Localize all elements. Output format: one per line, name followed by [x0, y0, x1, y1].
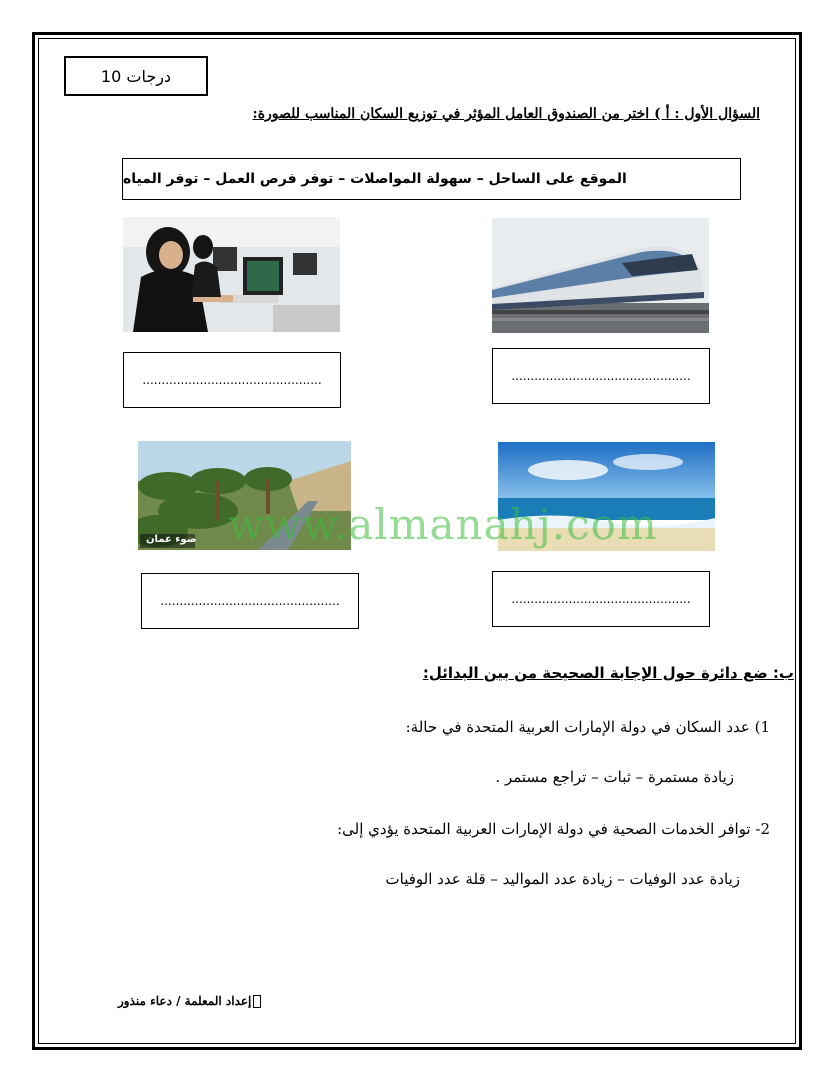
watermark: www.almanahj.com: [228, 500, 658, 549]
answer-box-2[interactable]: [492, 348, 710, 404]
footer-text: إعداد المعلمة / دعاء منذور: [118, 994, 252, 1008]
grade-box: [64, 56, 208, 96]
footer-box-icon: [253, 995, 261, 1008]
question-b2-choices[interactable]: زيادة عدد الوفيات – زيادة عدد المواليد – قلة عدد الوفيات: [385, 870, 740, 888]
answer-box-4[interactable]: [492, 571, 710, 627]
section-b-title: ب: ضع دائرة حول الإجابة الصحيحة من بين البدائل:: [422, 664, 794, 682]
answer-placeholder: ...............................................: [160, 594, 340, 608]
options-box: [122, 158, 741, 200]
oasis-photo-caption: ضوء عمان: [146, 534, 197, 545]
answer-box-3[interactable]: [141, 573, 359, 629]
answer-placeholder: ...............................................: [511, 369, 691, 383]
footer-author: [118, 994, 261, 1008]
question-b1: 1) عدد السكان في دولة الإمارات العربية المتحدة في حالة:: [405, 718, 770, 736]
answer-placeholder: ...............................................: [142, 373, 322, 387]
question-b1-choices[interactable]: زيادة مستمرة – ثبات – تراجع مستمر .: [495, 768, 734, 786]
options-text: الموقع على الساحل – سهولة المواصلات – توفر فرص العمل – توفر المياه: [123, 171, 627, 187]
question-b2: 2- توافر الخدمات الصحية في دولة الإمارات العربية المتحدة يؤدي إلى:: [337, 820, 770, 838]
answer-placeholder: ...............................................: [511, 592, 691, 606]
grade-label: 10 درجات: [100, 66, 172, 86]
metro-train-photo: [492, 218, 709, 333]
office-workers-photo: [123, 217, 340, 332]
question1-title: السؤال الأول : أ ) اختر من الصندوق العامل المؤثر في توزيع السكان المناسب للصورة:: [252, 106, 760, 122]
answer-box-1[interactable]: [123, 352, 341, 408]
